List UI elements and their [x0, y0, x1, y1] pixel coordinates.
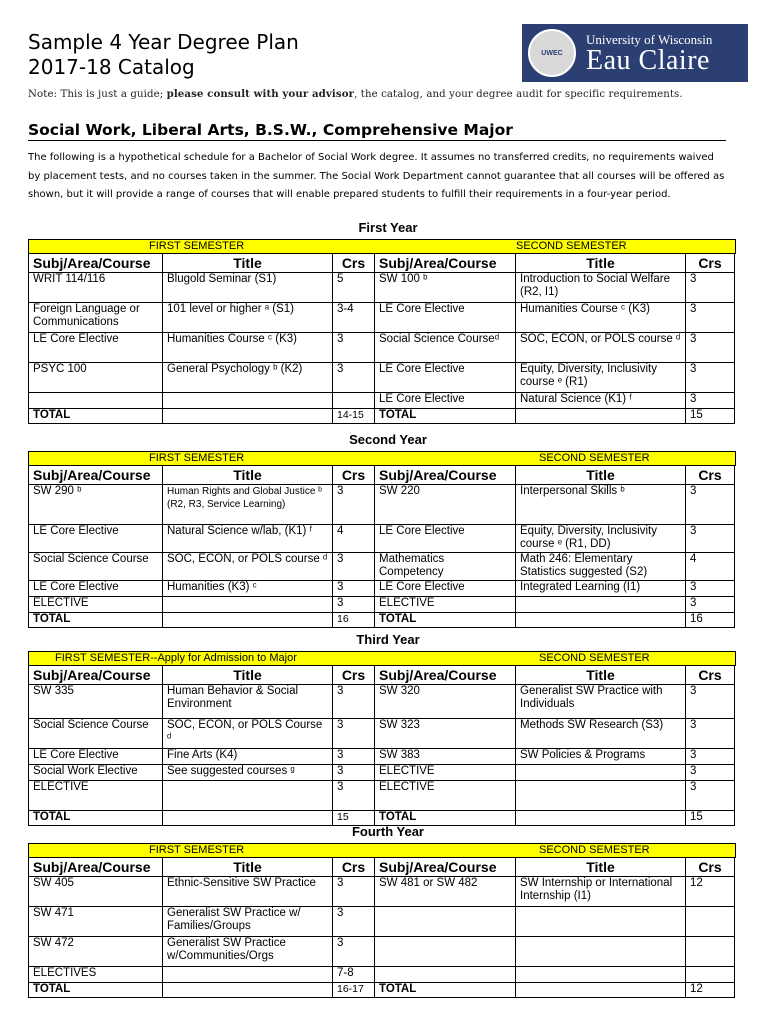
- course-subject: [375, 937, 516, 967]
- course-title: [163, 597, 333, 613]
- course-title: [163, 967, 333, 983]
- year-heading: Third Year: [356, 632, 420, 647]
- column-header-crs: Crs: [686, 858, 735, 877]
- course-subject: Social Science Course: [29, 553, 163, 581]
- course-title: Generalist SW Practice with Individuals: [516, 685, 686, 719]
- column-header-crs: Crs: [333, 858, 375, 877]
- course-credits: 3: [333, 765, 375, 781]
- course-subject: SW 320: [375, 685, 516, 719]
- column-header-crs: Crs: [333, 666, 375, 685]
- course-subject: SW 471: [29, 907, 163, 937]
- first-semester-label: FIRST SEMESTER: [149, 452, 245, 464]
- logo-university: University of Wisconsin: [586, 31, 713, 47]
- total-credits-first: 14-15: [333, 409, 375, 424]
- course-title: [163, 781, 333, 811]
- course-credits: 3: [333, 877, 375, 907]
- table-row: [29, 485, 735, 525]
- course-title: Methods SW Research (S3): [516, 719, 686, 749]
- course-subject: SW 100 ᵇ: [375, 273, 516, 303]
- course-subject: LE Core Elective: [375, 363, 516, 393]
- course-subject: LE Core Elective: [375, 581, 516, 597]
- total-label: TOTAL: [29, 983, 163, 998]
- course-title: [516, 907, 686, 937]
- course-credits: 3: [333, 485, 375, 525]
- table-row: [29, 525, 735, 553]
- course-subject: [375, 967, 516, 983]
- year-heading: Second Year: [349, 432, 427, 447]
- course-subject: SW 481 or SW 482: [375, 877, 516, 907]
- course-credits: 3: [686, 273, 735, 303]
- course-subject: SW 323: [375, 719, 516, 749]
- course-credits: 3: [333, 363, 375, 393]
- course-subject: [375, 907, 516, 937]
- course-title: SOC, ECON, or POLS course ᵈ: [516, 333, 686, 363]
- catalog-year: 2017-18 Catalog: [28, 55, 195, 79]
- table-row: [29, 303, 735, 333]
- table-row: [29, 273, 735, 303]
- total-credits-second: 16: [686, 613, 735, 628]
- course-subject: LE Core Elective: [29, 749, 163, 765]
- page-header: [28, 30, 748, 90]
- course-credits: 3: [686, 719, 735, 749]
- course-credits: 3: [686, 393, 735, 409]
- course-subject: ELECTIVE: [375, 781, 516, 811]
- column-header-title: Title: [516, 666, 686, 685]
- seal-icon: UWEC: [528, 29, 576, 77]
- course-title: Natural Science (K1) ᶠ: [516, 393, 686, 409]
- course-title: SOC, ECON, or POLS course ᵈ: [163, 553, 333, 581]
- course-title: [516, 781, 686, 811]
- course-subject: SW 335: [29, 685, 163, 719]
- course-credits: 3: [686, 333, 735, 363]
- total-label: TOTAL: [29, 811, 163, 826]
- course-credits: 3: [686, 685, 735, 719]
- course-title: 101 level or higher ᵃ (S1): [163, 303, 333, 333]
- course-credits: 3: [686, 597, 735, 613]
- column-header-subj: Subj/Area/Course: [29, 254, 163, 273]
- semester-bar: [28, 843, 736, 858]
- total-credits-second: 12: [686, 983, 735, 998]
- course-subject: LE Core Elective: [375, 303, 516, 333]
- course-title: General Psychology ᵇ (K2): [163, 363, 333, 393]
- table-row: [29, 967, 735, 983]
- column-header-crs: Crs: [686, 254, 735, 273]
- course-subject: WRIT 114/116: [29, 273, 163, 303]
- total-credits-second: 15: [686, 409, 735, 424]
- course-credits: 3: [686, 781, 735, 811]
- course-table: [28, 857, 735, 998]
- second-semester-label: SECOND SEMESTER: [516, 240, 627, 252]
- total-credits-first: 16-17: [333, 983, 375, 998]
- semester-bar: [28, 239, 736, 254]
- advisor-note: Note: This is just a guide; please consult with your advisor, the catalog, and your degree audit for specific requirements.: [28, 88, 683, 100]
- course-credits: [686, 937, 735, 967]
- plan-title: Sample 4 Year Degree Plan: [28, 30, 299, 54]
- course-credits: 3: [333, 685, 375, 719]
- course-credits: 3: [333, 907, 375, 937]
- major-title: Social Work, Liberal Arts, B.S.W., Comprehensive Major: [28, 121, 726, 141]
- course-subject: SW 383: [375, 749, 516, 765]
- column-header-row: [29, 254, 735, 273]
- course-subject: SW 290 ᵇ: [29, 485, 163, 525]
- course-table: [28, 253, 735, 424]
- column-header-crs: Crs: [333, 254, 375, 273]
- total-credits-second: 15: [686, 811, 735, 826]
- second-semester-label: SECOND SEMESTER: [539, 844, 650, 856]
- column-header-crs: Crs: [686, 466, 735, 485]
- course-title: Human Rights and Global Justice ᵇ (R2, R3, Service Learning): [163, 485, 333, 525]
- table-row: [29, 685, 735, 719]
- university-logo: [522, 24, 748, 82]
- total-label: TOTAL: [375, 409, 516, 424]
- course-title: Generalist SW Practice w/ Families/Groups: [163, 907, 333, 937]
- table-row: [29, 765, 735, 781]
- course-subject: ELECTIVE: [29, 781, 163, 811]
- course-credits: 3: [333, 597, 375, 613]
- course-title: Human Behavior & Social Environment: [163, 685, 333, 719]
- course-title: Humanities (K3) ᶜ: [163, 581, 333, 597]
- total-label: TOTAL: [29, 409, 163, 424]
- course-subject: Social Work Elective: [29, 765, 163, 781]
- course-credits: 3-4: [333, 303, 375, 333]
- course-title: Interpersonal Skills ᵇ: [516, 485, 686, 525]
- course-credits: 3: [686, 525, 735, 553]
- course-title: SW Internship or International Internship (I1): [516, 877, 686, 907]
- column-header-crs: Crs: [333, 466, 375, 485]
- course-credits: 3: [333, 937, 375, 967]
- total-row: [29, 409, 735, 424]
- course-credits: 3: [333, 749, 375, 765]
- course-credits: 3: [686, 303, 735, 333]
- total-row: [29, 983, 735, 998]
- total-credits-first: 16: [333, 613, 375, 628]
- course-credits: 7-8: [333, 967, 375, 983]
- table-row: [29, 749, 735, 765]
- column-header-title: Title: [163, 666, 333, 685]
- total-credits-first: 15: [333, 811, 375, 826]
- total-label: TOTAL: [375, 983, 516, 998]
- course-title: Fine Arts (K4): [163, 749, 333, 765]
- semester-bar: [28, 651, 736, 666]
- course-title: Generalist SW Practice w/Communities/Orgs: [163, 937, 333, 967]
- course-subject: SW 472: [29, 937, 163, 967]
- course-credits: 3: [686, 363, 735, 393]
- second-semester-label: SECOND SEMESTER: [539, 452, 650, 464]
- table-row: [29, 597, 735, 613]
- course-credits: 3: [333, 581, 375, 597]
- course-title: Math 246: Elementary Statistics suggested (S2): [516, 553, 686, 581]
- column-header-subj: Subj/Area/Course: [29, 858, 163, 877]
- table-row: [29, 877, 735, 907]
- column-header-crs: Crs: [686, 666, 735, 685]
- course-credits: [333, 393, 375, 409]
- course-title: Introduction to Social Welfare (R2, I1): [516, 273, 686, 303]
- table-row: [29, 581, 735, 597]
- course-subject: LE Core Elective: [29, 525, 163, 553]
- total-label: TOTAL: [375, 811, 516, 826]
- course-subject: ELECTIVE: [29, 597, 163, 613]
- table-row: [29, 937, 735, 967]
- course-credits: 3: [333, 781, 375, 811]
- year-heading: Fourth Year: [351, 824, 424, 839]
- course-title: Integrated Learning (I1): [516, 581, 686, 597]
- course-title: Natural Science w/lab, (K1) ᶠ: [163, 525, 333, 553]
- total-label: TOTAL: [29, 613, 163, 628]
- column-header-row: [29, 666, 735, 685]
- course-subject: Social Science Course: [29, 719, 163, 749]
- course-subject: [29, 393, 163, 409]
- course-table: [28, 665, 735, 826]
- course-subject: LE Core Elective: [29, 581, 163, 597]
- course-title: SOC, ECON, or POLS Course ᵈ: [163, 719, 333, 749]
- course-title: [516, 765, 686, 781]
- course-subject: Foreign Language or Communications: [29, 303, 163, 333]
- course-subject: SW 220: [375, 485, 516, 525]
- course-title: Humanities Course ᶜ (K3): [516, 303, 686, 333]
- second-semester-label: SECOND SEMESTER: [539, 652, 650, 664]
- course-subject: LE Core Elective: [375, 393, 516, 409]
- column-header-title: Title: [163, 858, 333, 877]
- course-table: [28, 465, 735, 628]
- column-header-title: Title: [163, 254, 333, 273]
- column-header-subj: Subj/Area/Course: [375, 466, 516, 485]
- course-subject: LE Core Elective: [375, 525, 516, 553]
- course-title: Blugold Seminar (S1): [163, 273, 333, 303]
- course-subject: ELECTIVE: [375, 597, 516, 613]
- column-header-subj: Subj/Area/Course: [29, 666, 163, 685]
- column-header-title: Title: [516, 858, 686, 877]
- course-credits: 4: [686, 553, 735, 581]
- course-credits: 3: [333, 553, 375, 581]
- course-title: [516, 937, 686, 967]
- year-heading: First Year: [358, 220, 418, 235]
- intro-paragraph: The following is a hypothetical schedule for a Bachelor of Social Work degree. It assumes no transferred credits, no requirements waived by placement tests, and no courses taken in the summer. The Social Work Department cannot guarantee that all courses will be offered as shown, but it will provide a range of courses that will enable prepared students to fulfill their requirements in a four-year period.: [28, 152, 725, 200]
- course-title: SW Policies & Programs: [516, 749, 686, 765]
- course-title: See suggested courses ᵍ: [163, 765, 333, 781]
- course-credits: 3: [686, 581, 735, 597]
- course-subject: Mathematics Competency: [375, 553, 516, 581]
- column-header-row: [29, 858, 735, 877]
- course-credits: 12: [686, 877, 735, 907]
- course-credits: [686, 967, 735, 983]
- column-header-title: Title: [516, 254, 686, 273]
- column-header-subj: Subj/Area/Course: [29, 466, 163, 485]
- table-row: [29, 907, 735, 937]
- course-credits: 5: [333, 273, 375, 303]
- table-row: [29, 719, 735, 749]
- logo-campus: Eau Claire: [586, 44, 710, 76]
- table-row: [29, 781, 735, 811]
- column-header-subj: Subj/Area/Course: [375, 858, 516, 877]
- course-title: Ethnic-Sensitive SW Practice: [163, 877, 333, 907]
- semester-bar: [28, 451, 736, 466]
- column-header-subj: Subj/Area/Course: [375, 666, 516, 685]
- course-subject: Social Science Courseᵈ: [375, 333, 516, 363]
- course-credits: 4: [333, 525, 375, 553]
- course-subject: SW 405: [29, 877, 163, 907]
- course-subject: ELECTIVE: [375, 765, 516, 781]
- table-row: [29, 333, 735, 363]
- course-credits: 3: [333, 719, 375, 749]
- course-title: Equity, Diversity, Inclusivity course ᵉ (R1): [516, 363, 686, 393]
- first-semester-label: FIRST SEMESTER--Apply for Admission to Major: [55, 652, 297, 664]
- course-credits: 3: [686, 765, 735, 781]
- column-header-title: Title: [516, 466, 686, 485]
- total-row: [29, 613, 735, 628]
- course-credits: 3: [686, 485, 735, 525]
- column-header-row: [29, 466, 735, 485]
- table-row: [29, 393, 735, 409]
- course-title: [516, 597, 686, 613]
- first-semester-label: FIRST SEMESTER: [149, 844, 245, 856]
- course-title: Equity, Diversity, Inclusivity course ᵉ (R1, DD): [516, 525, 686, 553]
- course-subject: LE Core Elective: [29, 333, 163, 363]
- course-subject: ELECTIVES: [29, 967, 163, 983]
- course-credits: [686, 907, 735, 937]
- column-header-subj: Subj/Area/Course: [375, 254, 516, 273]
- course-subject: PSYC 100: [29, 363, 163, 393]
- course-title: [516, 967, 686, 983]
- course-title: Humanities Course ᶜ (K3): [163, 333, 333, 363]
- course-credits: 3: [686, 749, 735, 765]
- column-header-title: Title: [163, 466, 333, 485]
- course-credits: 3: [333, 333, 375, 363]
- first-semester-label: FIRST SEMESTER: [149, 240, 245, 252]
- total-label: TOTAL: [375, 613, 516, 628]
- table-row: [29, 553, 735, 581]
- table-row: [29, 363, 735, 393]
- course-title: [163, 393, 333, 409]
